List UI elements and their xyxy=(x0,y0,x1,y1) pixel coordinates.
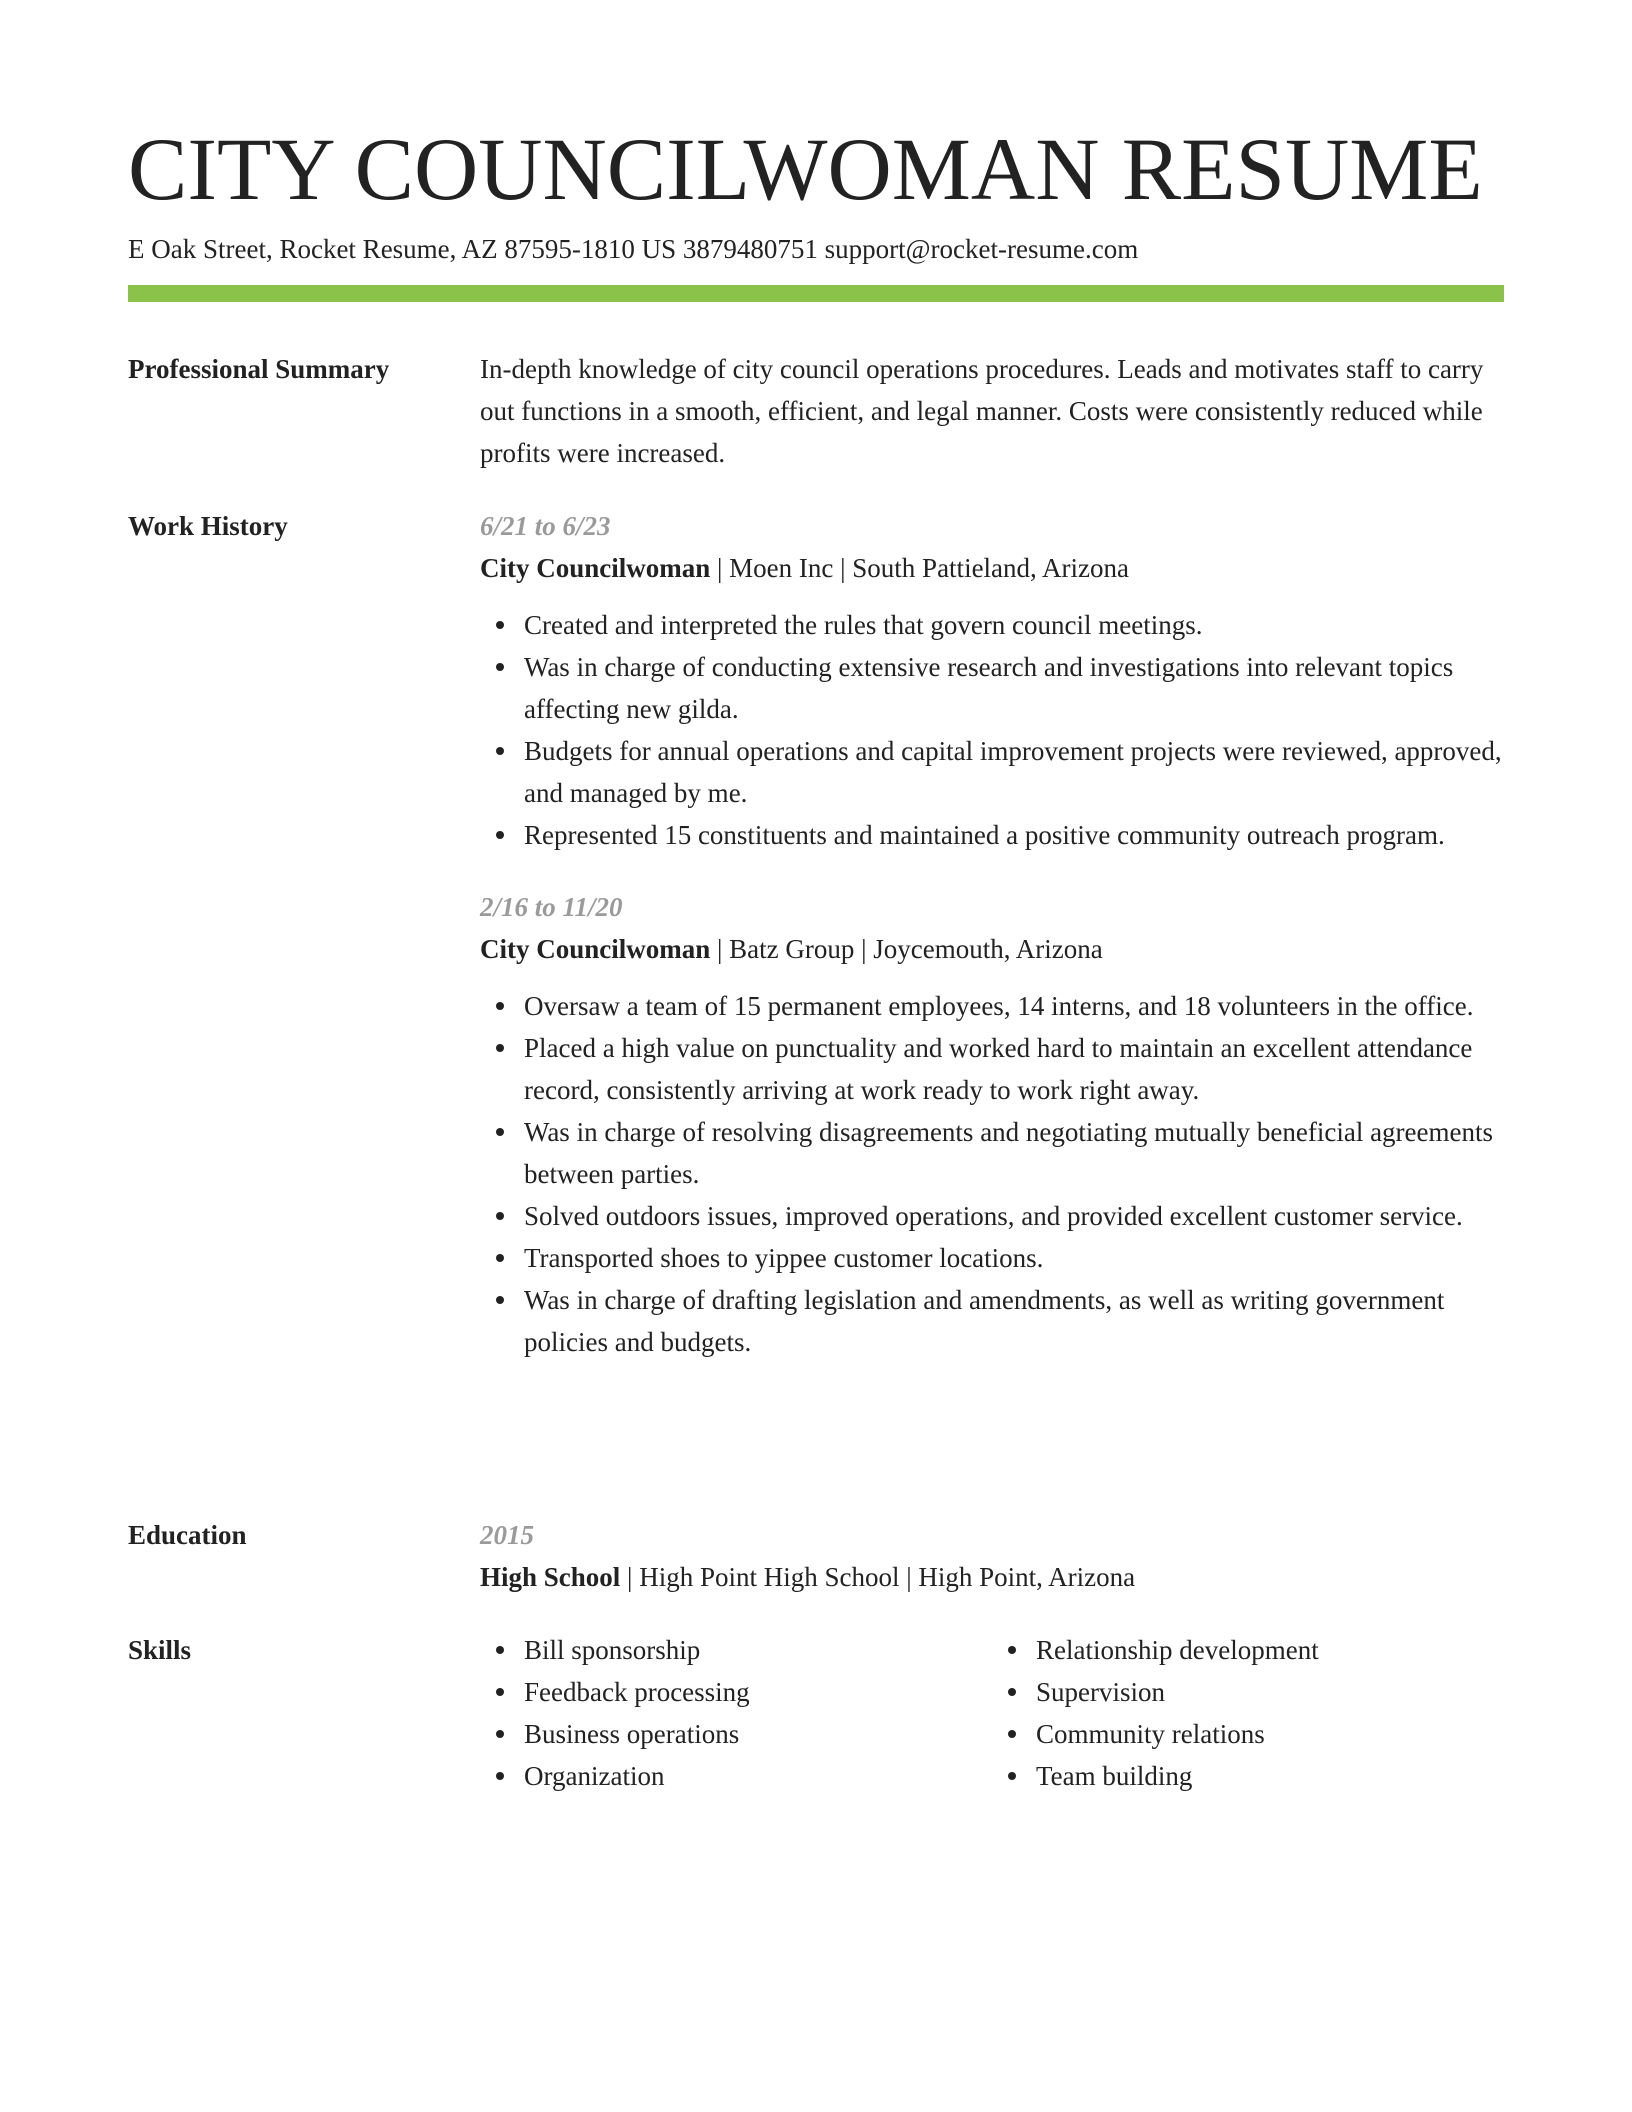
job-employer-location: | Moen Inc | South Pattieland, Arizona xyxy=(710,553,1130,583)
job-duty: Created and interpreted the rules that govern council meetings. xyxy=(524,604,1504,646)
job-title-line xyxy=(480,547,1504,589)
skill-item: Business operations xyxy=(524,1713,992,1755)
job-entry xyxy=(480,505,1504,856)
job-duty: Was in charge of conducting extensive research and investigations into relevant topics affecting new gilda. xyxy=(524,646,1504,730)
resume-title: CITY COUNCILWOMAN RESUME xyxy=(128,121,1483,219)
job-duty: Represented 15 constituents and maintained a positive community outreach program. xyxy=(524,814,1504,856)
job-role: City Councilwoman xyxy=(480,934,711,964)
summary-heading: Professional Summary xyxy=(128,354,390,384)
skill-item: Bill sponsorship xyxy=(524,1629,992,1671)
job-dates: 2/16 to 11/20 xyxy=(480,892,623,922)
job-duty: Budgets for annual operations and capital improvement projects were reviewed, approved, and managed by me. xyxy=(524,730,1504,814)
education-school-location: | High Point High School | High Point, Arizona xyxy=(620,1562,1136,1592)
summary-text: In-depth knowledge of city council operations procedures. Leads and motivates staff to carry out functions in a smooth, efficient, and legal manner. Costs were consistently reduced while profits were increased. xyxy=(480,354,1484,468)
job-title-line xyxy=(480,928,1504,970)
job-dates: 6/21 to 6/23 xyxy=(480,511,611,541)
summary-body xyxy=(480,348,1504,474)
work-history-heading: Work History xyxy=(128,511,288,541)
job-duty: Oversaw a team of 15 permanent employees, 14 interns, and 18 volunteers in the office. xyxy=(524,985,1504,1027)
education-degree: High School xyxy=(480,1562,621,1592)
skills-list-right xyxy=(992,1629,1504,1797)
skill-item: Team building xyxy=(1036,1755,1504,1797)
skill-item: Organization xyxy=(524,1755,992,1797)
education-body xyxy=(480,1514,1504,1598)
education-heading: Education xyxy=(128,1520,247,1550)
skill-item: Community relations xyxy=(1036,1713,1504,1755)
skills-list-left xyxy=(480,1629,992,1797)
skill-item: Feedback processing xyxy=(524,1671,992,1713)
job-duty: Was in charge of drafting legislation and amendments, as well as writing government policies and budgets. xyxy=(524,1279,1504,1363)
job-duties-list xyxy=(480,985,1504,1363)
work-history-body xyxy=(480,505,1504,1363)
job-entry xyxy=(480,886,1504,1363)
job-duty: Transported shoes to yippee customer locations. xyxy=(524,1237,1504,1279)
skills-heading: Skills xyxy=(128,1635,192,1665)
job-duty: Was in charge of resolving disagreements and negotiating mutually beneficial agreements between parties. xyxy=(524,1111,1504,1195)
skill-item: Relationship development xyxy=(1036,1629,1504,1671)
education-line xyxy=(480,1556,1504,1598)
job-role: City Councilwoman xyxy=(480,553,711,583)
contact-line: E Oak Street, Rocket Resume, AZ 87595-1810 US 3879480751 support@rocket-resume.com xyxy=(128,234,1139,264)
job-duties-list xyxy=(480,604,1504,856)
skills-columns xyxy=(480,1629,1504,1797)
job-duty: Solved outdoors issues, improved operations, and provided excellent customer service. xyxy=(524,1195,1504,1237)
skill-item: Supervision xyxy=(1036,1671,1504,1713)
education-date: 2015 xyxy=(480,1520,534,1550)
job-employer-location: | Batz Group | Joycemouth, Arizona xyxy=(710,934,1103,964)
skills-body xyxy=(480,1629,1504,1797)
accent-divider xyxy=(128,285,1504,302)
job-duty: Placed a high value on punctuality and worked hard to maintain an excellent attendance record, consistently arriving at work ready to work right away. xyxy=(524,1027,1504,1111)
